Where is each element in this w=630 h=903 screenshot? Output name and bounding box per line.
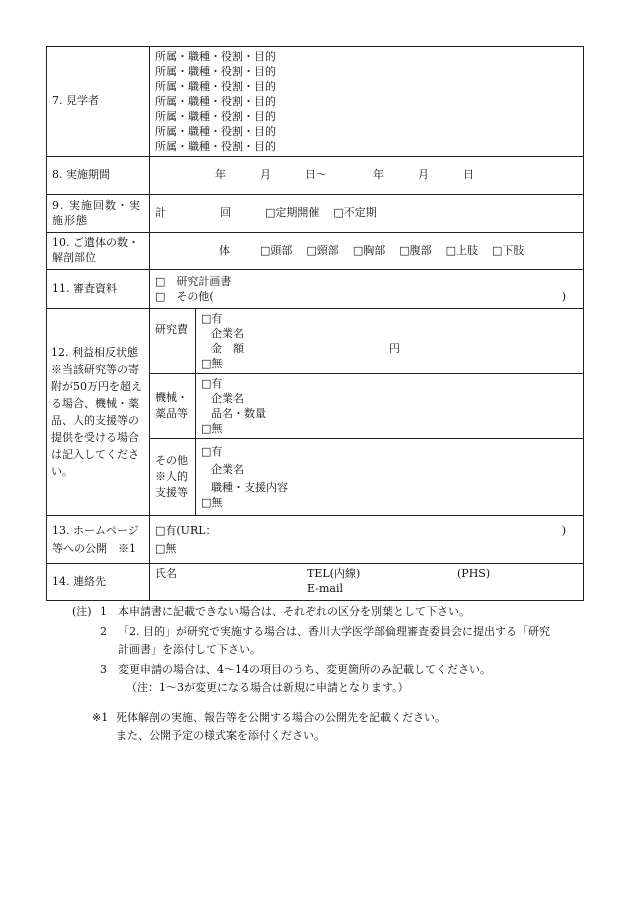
note-text: （注：1〜3が変更になる場合は新規に申請となります。） [126, 681, 409, 694]
visitors-row [47, 47, 584, 157]
visitor-line: 所属・職種・役割・目的 [155, 125, 276, 138]
web-no-checkbox[interactable]: □無 [155, 541, 177, 555]
visitor-line: 所属・職種・役割・目的 [155, 50, 276, 63]
footnote-mark: ※1 [92, 711, 109, 724]
period-label: 8. 実施期間 [47, 157, 150, 195]
footnote-section [92, 709, 532, 745]
visitor-line: 所属・職種・役割・目的 [155, 110, 276, 123]
period-year-start: 年 [215, 168, 226, 182]
coi-research-row [47, 309, 584, 374]
count-times-label: 回 [220, 206, 231, 220]
web-close: ) [561, 523, 566, 537]
note-number: 2 [100, 625, 107, 638]
note-text: 計画書」を添付して下さい。 [118, 643, 261, 656]
period-row [47, 157, 584, 195]
coi-research-title: 研究費 [150, 309, 196, 374]
review-other-close: ) [561, 290, 566, 303]
bodies-field[interactable] [150, 233, 584, 270]
period-day-start: 日〜 [305, 168, 327, 182]
bodies-unit: 体 [219, 243, 230, 257]
coi-equipment-company: 企業名 [211, 392, 244, 405]
review-plan-checkbox[interactable]: □ 研究計画書 [155, 275, 232, 288]
review-other-checkbox[interactable]: □ その他( [155, 290, 214, 303]
web-yes-checkbox[interactable]: □有(URL： [155, 523, 217, 537]
web-label: 13. ホームページ等への公開 ※1 [47, 516, 150, 564]
web-field[interactable] [150, 516, 584, 564]
coi-equipment-field[interactable] [196, 374, 584, 439]
coi-other-field[interactable] [196, 439, 584, 516]
coi-equipment-yes-checkbox[interactable]: □有 [201, 377, 223, 390]
period-month-end: 月 [418, 168, 429, 182]
coi-research-company: 企業名 [211, 327, 244, 340]
contact-email-label: E-mail [307, 582, 343, 595]
review-field[interactable] [150, 270, 584, 309]
contact-phs-label: (PHS) [457, 567, 491, 580]
coi-other-item: 職種・支援内容 [211, 481, 288, 494]
visitor-line: 所属・職種・役割・目的 [155, 140, 276, 153]
regular-checkbox[interactable]: □定期開催 [265, 206, 320, 220]
part-neck-checkbox[interactable]: □頸部 [306, 243, 339, 257]
irregular-checkbox[interactable]: □不定期 [333, 206, 377, 220]
visitor-line: 所属・職種・役割・目的 [155, 65, 276, 78]
visitor-line: 所属・職種・役割・目的 [155, 80, 276, 93]
coi-research-yes-checkbox[interactable]: □有 [201, 312, 223, 325]
coi-research-yen: 円 [389, 342, 400, 355]
visitors-label: 7. 見学者 [47, 47, 150, 157]
coi-research-no-checkbox[interactable]: □無 [201, 357, 223, 370]
period-month-start: 月 [260, 168, 271, 182]
count-label: 9. 実施回数・実施形態 [47, 195, 150, 233]
coi-other-company: 企業名 [211, 463, 244, 476]
notes-head: (注) [72, 605, 92, 618]
contact-field[interactable] [150, 564, 584, 601]
visitor-line: 所属・職種・役割・目的 [155, 95, 276, 108]
note-number: 1 [100, 605, 107, 618]
contact-tel-label: TEL(内線) [307, 567, 361, 580]
review-label: 11. 審査資料 [47, 270, 150, 309]
coi-research-amount-label: 金 額 [211, 342, 244, 355]
visitors-field[interactable] [150, 47, 584, 157]
coi-other-no-checkbox[interactable]: □無 [201, 496, 223, 509]
period-day-end: 日 [463, 168, 474, 182]
period-field[interactable] [150, 157, 584, 195]
coi-other-yes-checkbox[interactable]: □有 [201, 445, 223, 458]
count-total-label: 計 [155, 206, 166, 220]
coi-label: 12. 利益相反状態※当該研究等の寄附が50万円を超える場合、機械・薬品、人的支援等の提供を受ける場合は記入してください。 [47, 309, 150, 516]
contact-label: 14. 連絡先 [47, 564, 150, 601]
bodies-label: 10. ご遺体の数・解剖部位 [47, 233, 150, 270]
contact-name-label: 氏名 [155, 567, 177, 580]
coi-other-title: その他※人的支援等 [150, 439, 196, 516]
note-number: 3 [100, 663, 107, 676]
bodies-row [47, 233, 584, 270]
coi-equipment-title: 機械・薬品等 [150, 374, 196, 439]
contact-row [47, 564, 584, 601]
web-row [47, 516, 584, 564]
coi-research-field[interactable] [196, 309, 584, 374]
footnote-text: また、公開予定の様式案を添付ください。 [116, 729, 325, 742]
count-field[interactable] [150, 195, 584, 233]
coi-equipment-item: 品名・数量 [211, 407, 266, 420]
part-upper-limb-checkbox[interactable]: □上肢 [445, 243, 479, 257]
part-chest-checkbox[interactable]: □胸部 [352, 243, 386, 257]
count-row [47, 195, 584, 233]
coi-equipment-no-checkbox[interactable]: □無 [201, 422, 223, 435]
note-text: 変更申請の場合は、4〜14の項目のうち、変更箇所のみ記載してください。 [118, 663, 491, 676]
review-row [47, 270, 584, 309]
part-abdomen-checkbox[interactable]: □腹部 [399, 243, 432, 257]
notes-section [72, 603, 592, 697]
note-text: 本申請書に記載できない場合は、それぞれの区分を別葉として下さい。 [118, 605, 470, 618]
application-form-table [46, 46, 584, 601]
part-lower-limb-checkbox[interactable]: □下肢 [492, 243, 525, 257]
period-year-end: 年 [373, 168, 384, 182]
footnote-text: 死体解剖の実施、報告等を公開する場合の公開先を記載ください。 [116, 711, 446, 724]
note-text: 「2. 目的」が研究で実施する場合は、香川大学医学部倫理審査委員会に提出する「研究 [118, 625, 550, 638]
part-head-checkbox[interactable]: □頭部 [260, 243, 293, 257]
